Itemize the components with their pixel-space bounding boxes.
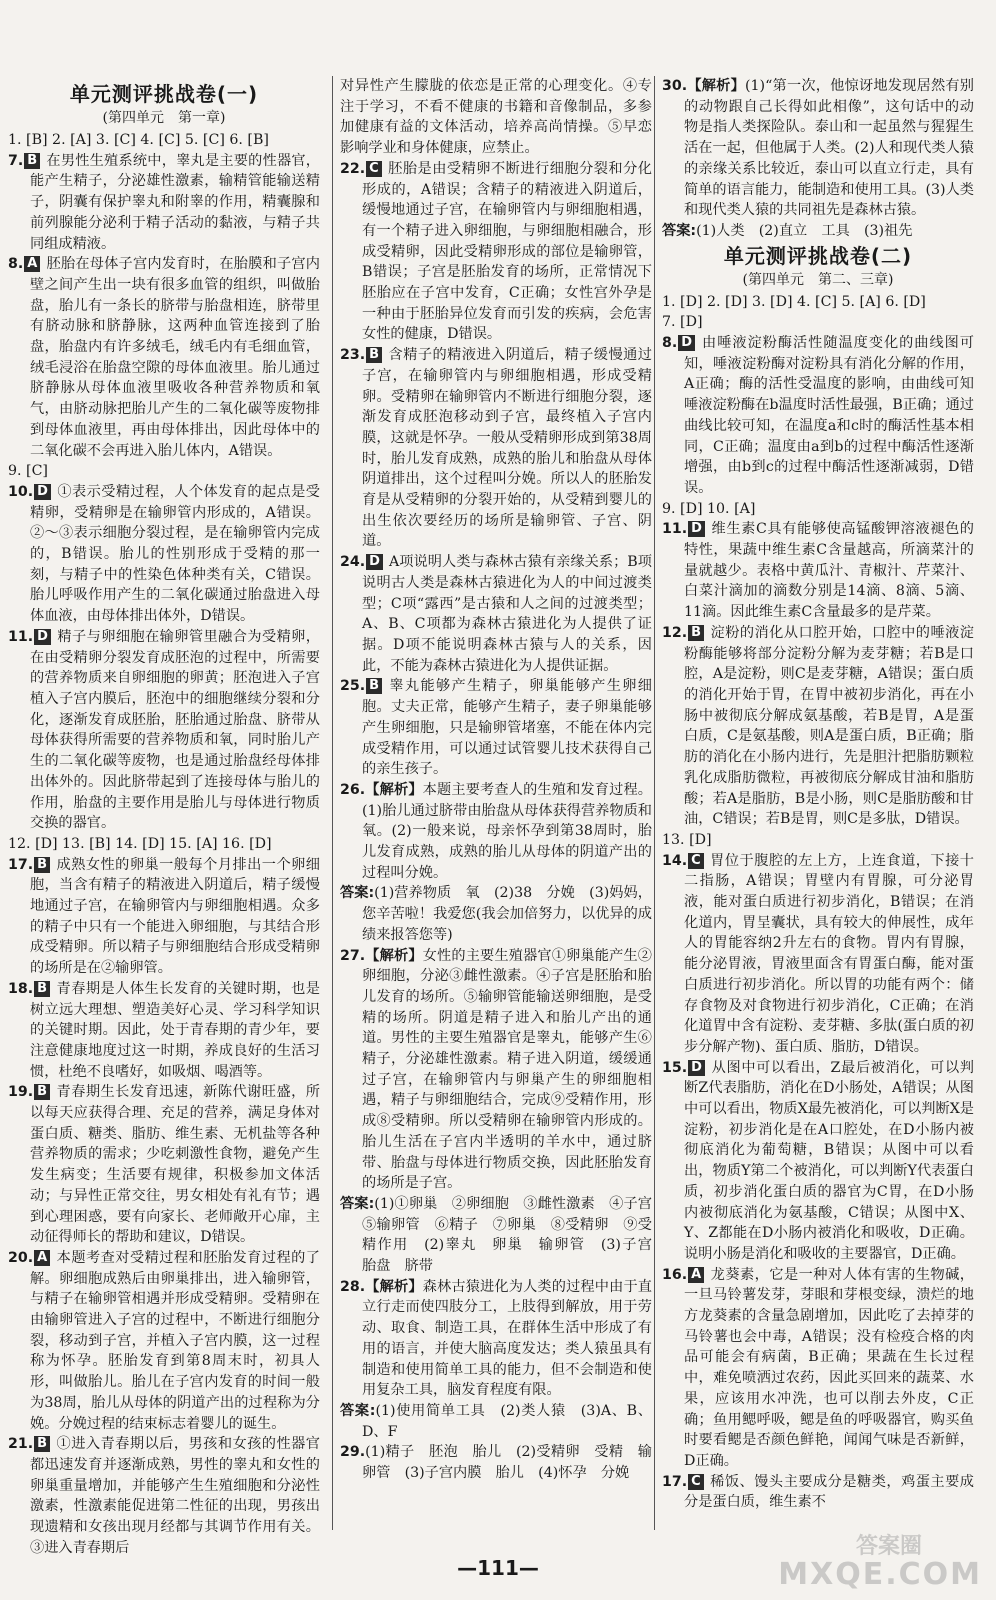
answer-item: 23. B 含精子的精液进入阴道后，精子缓慢通过子宫，在输卵管内与卵细胞相遇，形成受精卵。受精卵在输卵管内不断进行细胞分裂，逐渐发育成胚泡移动到子宫，最终植入子宫内膜，这就是怀孕。一般从受精卵形成到第38周时，胎儿发育成熟，成熟的胎儿和胎盘从母体阴道排出，这个过程叫分娩。所以人的胚胎发育是从受精卵的分裂开始的，从受精到婴儿的出生依次要经历的场所是输卵管、子宫、阴道。 [340, 347, 652, 550]
section-subtitle: (第四单元 第一章) [102, 110, 226, 126]
answer-item: 11. D 精子与卵细胞在输卵管里融合为受精卵，在由受精卵分裂发育成胚泡的过程中，所需要的营养物质来自卵细胞的卵黄；胚泡进入子宫植入子宫内膜后，胚泡中的细胞继续分裂和分化，逐渐发育成胚胎，胚胎通过胎盘、脐带从母体获得所需要的营养物质和氧，同时胎儿产生的二氧化碳等废物，也是通过胎盘经母体排出体外的。因此脐带起到了连接母体与胎儿的作用，胎盘的主要作用是胎儿与母体进行物质交换的器官。 [8, 628, 320, 832]
answer-item: 19. B 青春期生长发育迅速，新陈代谢旺盛，所以每天应获得合理、充足的营养，满足身体对蛋白质、糖类、脂肪、维生素、无机盐等各种营养物质的需求；少吃刺激性食物，避免产生发生病变；生活要有规律，积极参加文体活动；与异性正常交往，男女相处有礼有节；遇到心理困惑，要有向家长、老师敞开心扉，主动征得师长的帮助和建议，D错误。 [8, 1084, 320, 1246]
answer-item: 10. D ①表示受精过程，人个体发育的起点是受精卵，受精卵是在输卵管内形成的，A错误。②～③表示细胞分裂过程，是在输卵管内完成的，B错误。胎儿的性别形成于受精的那一刻，与精子中的性染色体种类有关，C错误。胎儿呼吸作用产生的二氧化碳通过胎盘进入母体血液，由母体排出体外，D错误。 [8, 483, 320, 625]
answer-badge: D [34, 484, 51, 500]
answer-item: 7. B 在男性生殖系统中，睾丸是主要的性器官，能产生精子，分泌雄性激素，输精管能输送精子，阴囊有保护睾丸和附睾的作用，精囊腺和前列腺能分泌利于精子活动的黏液，与精子共同组成精液。 [8, 152, 320, 252]
answer-item: 16. A 龙葵素，它是一种对人体有害的生物碱，一旦马铃薯发芽，芽眼和芽根变绿，溃烂的地方龙葵素的含量急剧增加，因此吃了去掉芽的马铃薯也会中毒，A错误；没有检疫合格的肉品可能会有病菌，B正确；果蔬在生长过程中，难免喷洒过农药，因此买回来的蔬菜、水果，应该用水冲洗，也可以削去外皮，C正确；鱼用鳃呼吸，鳃是鱼的呼吸器官，购买鱼时要看鳃是否颜色鲜艳，闻闻气味是否新鲜，D正确。 [662, 1266, 974, 1469]
answer-badge: B [34, 1436, 50, 1452]
answer-item: 11. D 维生素C具有能够使高锰酸钾溶液褪色的特性，果蔬中维生素C含量越高，所滴菜汁的量就越少。表格中黄瓜汁、青椒汁、芹菜汁、白菜汁滴加的滴数分别是14滴、8滴、5滴、11滴。因此维生素C含量最多的是芹菜。 [662, 521, 974, 621]
answer-continuation: 对异性产生朦胧的依恋是正常的心理变化。④专注于学习，不看不健康的书籍和音像制品，多参加健康有益的文体活动，培养高尚情操。⑤早恋影响学业和身体健康，应禁止。 [340, 78, 652, 157]
column-3 [662, 76, 974, 1538]
answer-badge: B [34, 981, 50, 997]
answer-item: 15. D 从图中可以看出，Z最后被消化，可以判断Z代表脂肪，消化在D小肠处，A错误；从图中可以看出，物质X最先被消化，可以判断X是淀粉，初步消化是在A口腔处，在D小肠内被彻底消化为葡萄糖，B错误；从图中可以看出，物质Y第二个被消化，可以判断Y代表蛋白质，初步消化蛋白质的器官为C胃，在D小肠内被彻底消化为氨基酸，C错误；从图中X、Y、Z都能在D小肠内被消化和吸收，D正确。说明小肠是消化和吸收的主要器官，D正确。 [662, 1059, 974, 1262]
answer-badge: B [366, 347, 382, 363]
answer-row: 1. [D] 2. [D] 3. [D] 4. [C] 5. [A] 6. [D] [662, 293, 926, 310]
answer-badge: B [24, 153, 40, 169]
answer-item: 8. D 由唾液淀粉酶活性随温度变化的曲线图可知，唾液淀粉酶对淀粉具有消化分解的作用，A正确；酶的活性受温度的影响，由曲线可知唾液淀粉酶在b温度时活性最强，B正确；通过曲线比较可知，在温度a和c时的酶活性基本相同，C正确；温度由a到b的过程中酶活性逐渐增强，由b到c的过程中酶活性逐渐减弱，D错误。 [662, 335, 974, 496]
page-number: —111— [457, 1556, 539, 1580]
column-1 [8, 80, 320, 1556]
section-title: 单元测评挑战卷(二) [723, 243, 913, 268]
answer-badge: C [688, 1474, 704, 1490]
answer-row: 9. [C] [8, 463, 48, 480]
answer-badge: B [366, 678, 382, 694]
answer-item: 25. B 睾丸能够产生精子，卵巢能够产生卵细胞。丈夫正常，能够产生精子，妻子卵巢能够产生卵细胞，只是输卵管堵塞，不能在体内完成受精作用，可以通过试管婴儿技术获得自己的亲生孩子。 [340, 678, 652, 778]
answer-row: 12. [D] 13. [B] 14. [D] 15. [A] 16. [D] [8, 835, 272, 852]
answer-badge: B [34, 857, 50, 873]
answer-item: 17. B 成熟女性的卵巢一般每个月排出一个卵细胞，当含有精子的精液进入阴道后，精子缓慢地通过子宫，在输卵管内与卵细胞相遇。众多的精子中只有一个能进入卵细胞，与其结合形成受精卵。所以精子与卵细胞结合形成受精卵的场所是在②输卵管。 [8, 856, 320, 977]
watermark-logo: 答案圈 [855, 1534, 922, 1559]
answer-row: 13. [D] [662, 831, 712, 848]
answer-badge: C [688, 853, 704, 869]
answer-badge: D [688, 1060, 705, 1076]
answer-item: 14. C 胃位于腹腔的左上方，上连食道，下接十二指肠，A错误；胃壁内有胃腺，可分泌胃液，能对蛋白质进行初步消化，B错误；在消化道内，胃呈囊状，具有较大的伸展性，成年人的胃能容纳2升左右的食物。胃内有胃腺，能分泌胃液，胃液里面含有胃蛋白酶，能对蛋白质进行初步消化。所以胃的功能有两个：储存食物及对食物进行初步消化，C正确；在消化道胃中含有淀粉、麦芽糖、多肽(蛋白质的初步分解产物)、蛋白质、脂肪，D错误。 [662, 852, 974, 1055]
answer-item: 20. A 本题考查对受精过程和胚胎发育过程的了解。卵细胞成熟后由卵巢排出，进入输卵管，与精子在输卵管相遇并形成受精卵。受精卵在由输卵管进入子宫的过程中，不断进行细胞分裂，移动到子宫，并植入子宫内膜，这一过程称为怀孕。胚胎发育到第8周末时，初具人形，叫做胎儿。胎儿在子宫内发育的时间一般为38周，胎儿从母体的阴道产出的过程称为分娩。分娩过程的结束标志着婴儿的诞生。 [8, 1249, 320, 1432]
answer-badge: D [34, 629, 51, 645]
answer-badge: A [688, 1267, 704, 1283]
analysis-item: 27.【解析】女性的主要生殖器官①卵巢能产生②卵细胞，分泌③雌性激素。④子宫是胚胎和胎儿发育的场所。⑤输卵管能输送卵细胞，是受精的场所。阴道是精子进入和胎儿产出的通道。男性的主要生殖器官是睾丸，能够产生⑥精子，分泌雄性激素。精子进入阴道，缓缓通过子宫，在输卵管内与卵巢产生的卵细胞相遇，精子与卵细胞结合，完成⑨受精作用，形成⑧受精卵。所以受精卵在输卵管内形成的。胎儿生活在子宫内半透明的羊水中，通过脐带、胎盘与母体进行物质交换，因此胚胎发育的场所是子宫。 答案:(1)①卵巢 ②卵细胞 ③雌性激素 ④子宫 ⑤输卵管 ⑥精子 ⑦卵巢 ⑧受精卵 ⑨受精作用 (2)睾丸 卵巢 输卵管 (3)子宫 胎盘 脐带 [340, 947, 667, 1275]
analysis-item: 30.【解析】(1)“第一次，他惊讶地发现居然有别的动物跟自己长得如此相像”，这句话中的动物是指人类探险队。泰山和一起虽然与猩猩生活在一起，但他属于人类。(2)人和现代类人猿的亲缘关系比较近，泰山可以直立行走，具有简单的语言能力，能制造和使用工具。(3)人类和现代类人猿的共同祖先是森林古猿。 答案:(1)人类 (2)直立 工具 (3)祖先 [662, 78, 974, 239]
answer-item: 8. A 胚胎在母体子宫内发育时，在胎膜和子宫内壁之间产生出一块有很多血管的组织，叫做胎盘，胎儿有一条长的脐带与胎盘相连，脐带里有脐动脉和脐静脉，这两种血管连接到了胎盘，胎盘内有许多绒毛，绒毛内有毛细血管，绒毛浸浴在胎盘空隙的母体血液里。胎儿通过脐静脉从母体血液里吸收各种营养物质和氧气，由脐动脉把胎儿产生的二氧化碳等废物排到母体血液里，再由母体排出，因此母体中的二氧化碳不会再进入胎儿体内，A错误。 [8, 256, 320, 459]
answer-badge: D [688, 521, 705, 537]
watermark-text: MXQE.COM [778, 1557, 982, 1592]
answer-item: 22. C 胚胎是由受精卵不断进行细胞分裂和分化形成的，A错误；含精子的精液进入阴道后，缓慢地通过子宫，在输卵管内与卵细胞相遇，有一个精子进入卵细胞，与卵细胞相融合，形成受精卵，因此受精卵形成的部位是输卵管，B错误；子宫是胚胎发育的场所，正常情况下胚胎应在子宫中发育，C正确；女性宫外孕是一种由于胚胎异位发育而引发的疾病，会危害女性的健康，D错误。 [340, 160, 652, 343]
answer-badge: B [688, 625, 704, 641]
column-divider [654, 76, 655, 1530]
answer-item: 12. B 淀粉的消化从口腔开始，口腔中的唾液淀粉酶能够将部分淀粉分解为麦芽糖；若B是口腔，A是淀粉，则C是麦芽糖，A错误；蛋白质的消化开始于胃，在胃中被初步消化，再在小肠中被彻底分解成氨基酸，若B是胃，A是蛋白质，C是氨基酸，则A是蛋白质，B正确；脂肪的消化在小肠内进行，先是胆汁把脂肪颗粒乳化成脂肪微粒，再被彻底分解成甘油和脂肪酸；若A是脂肪，B是小肠，则C是脂肪酸和甘油，C错误；若B是胃，则C是多肽，D错误。 [662, 624, 974, 828]
answer-row: 7. [D] [662, 314, 703, 331]
answer-item: 18. B 青春期是人体生长发育的关键时期，也是树立远大理想、塑造美好心灵、学习科学知识的关键时期。因此，处于青春期的青少年，要注意健康地度过这一时期，养成良好的生活习惯，杜绝不良嗜好，如吸烟、喝酒等。 [8, 980, 320, 1080]
answer-item: 17. C 稀饭、馒头主要成分是糖类，鸡蛋主要成分是蛋白质，维生素不 [662, 1473, 974, 1511]
column-2 [340, 76, 667, 1538]
answer-badge: D [366, 554, 383, 570]
column-divider [332, 76, 333, 1530]
analysis-item: 26.【解析】本题主要考查人的生殖和发育过程。(1)胎儿通过脐带由胎盘从母体获得营养物质和氧。(2)一般来说，母亲怀孕到第38周时，胎儿发育成熟，成熟的胎儿从母体的阴道产出的过程叫分娩。 答案:(1)营养物质 氧 (2)38 分娩 (3)妈妈，您辛苦啦！我爱您(我会加倍努力，以优异的成绩来报答您等) [340, 781, 652, 943]
answer-item: 21. B ①进入青春期以后，男孩和女孩的性器官都迅速发育并逐渐成熟，男性的睾丸和女性的卵巢重量增加，并能够产生生殖细胞和分泌性激素，性激素能促进第二性征的出现，男孩出现遗精和女孩出现月经都与其调节作用有关。③进入青春期后 [8, 1436, 320, 1556]
answer-row: 9. [D] 10. [A] [662, 500, 756, 517]
section-subtitle: (第四单元 第二、三章) [742, 271, 894, 288]
answer-row: 1. [B] 2. [A] 3. [C] 4. [C] 5. [C] 6. [B] [8, 132, 269, 148]
answer-item: 29.(1)精子 胚泡 胎儿 (2)受精卵 受精 输卵管 (3)子宫内膜 胎儿 (4)怀孕 分娩 [340, 1444, 652, 1482]
section-title: 单元测评挑战卷(一) [69, 82, 259, 106]
answer-badge: A [34, 1250, 50, 1266]
answer-badge: C [366, 161, 382, 177]
answer-badge: B [34, 1084, 50, 1100]
answer-item: 24. D A项说明人类与森林古猿有亲缘关系；B项说明古人类是森林古猿进化为人的中间过渡类型；C项“露西”是古猿和人之间的过渡类型；A、B、C项都为森林古猿进化为人提供了证据。D项不能说明森林古猿与人的关系，因此，不能为森林古猿进化为人提供证据。 [340, 554, 652, 674]
answer-badge: A [24, 256, 40, 272]
answer-badge: D [678, 335, 695, 351]
analysis-item: 28.【解析】森林古猿进化为人类的过程中由于直立行走而使四肢分工，上肢得到解放，用于劳动、取食、制造工具，在群体生活中形成了有用的语言，并使大脑高度发达；类人猿虽具有制造和使用简单工具的能力，但不会制造和使用复杂工具，脑发育程度有限。 答案:(1)使用简单工具 (2)类人猿 (3)A、B、D、F [340, 1278, 652, 1440]
